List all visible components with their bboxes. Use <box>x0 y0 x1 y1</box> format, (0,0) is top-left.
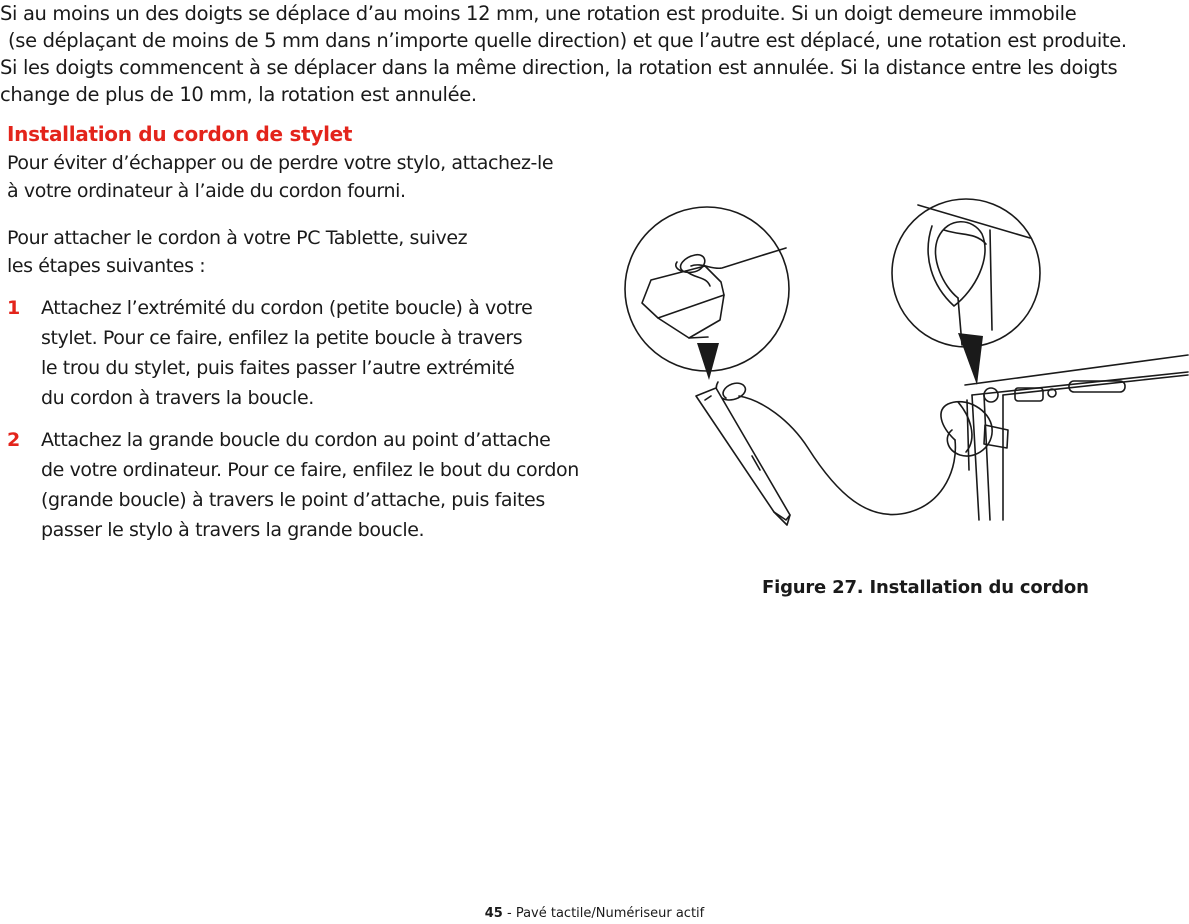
paragraph-steps-intro <box>7 225 627 280</box>
paragraph-line: à votre ordinateur à l’aide du cordon fourni. <box>7 179 406 202</box>
intro-line: (se déplaçant de moins de 5 mm dans n’importe quelle direction) et que l’autre est déplacé, une rotation est produite. <box>8 29 1127 52</box>
step-line: stylet. Pour ce faire, enfilez la petite boucle à travers <box>41 327 523 349</box>
paragraph-line: Pour attacher le cordon à votre PC Tablette, suivez <box>7 227 468 249</box>
tether-cord <box>716 382 992 515</box>
page-footer <box>0 906 1189 921</box>
tablet-pc-edge <box>965 355 1188 520</box>
zoom-callout-pen-loop <box>625 207 789 380</box>
step-2 <box>7 425 627 549</box>
step-line: Attachez l’extrémité du cordon (petite boucle) à votre <box>41 297 533 319</box>
intro-line: Si les doigts commencent à se déplacer dans la même direction, la rotation est annulée. Si la distance entre les doigts <box>0 56 1118 79</box>
paragraph-line: les étapes suivantes : <box>7 254 206 277</box>
paragraph-purpose <box>7 150 627 205</box>
step-line: le trou du stylet, puis faites passer l’autre extrémité <box>41 357 515 379</box>
page-number: 45 <box>484 906 503 921</box>
step-line: de votre ordinateur. Pour ce faire, enfilez le bout du cordon <box>41 459 579 481</box>
step-number: 1 <box>7 297 20 319</box>
step-1 <box>7 293 627 417</box>
intro-line: Si au moins un des doigts se déplace d’au moins 12 mm, une rotation est produite. Si un doigt demeure immobile <box>0 2 1077 25</box>
intro-text <box>0 0 1189 108</box>
section-heading: Installation du cordon de stylet <box>7 122 353 146</box>
footer-section: Pavé tactile/Numériseur actif <box>515 906 705 921</box>
step-number: 2 <box>7 429 20 451</box>
step-line: Attachez la grande boucle du cordon au point d’attache <box>41 429 551 451</box>
zoom-callout-attach-point <box>892 199 1040 385</box>
footer-separator: - <box>502 906 516 921</box>
stylus-pen <box>696 388 790 525</box>
step-text <box>41 425 579 545</box>
stylus-tether-illustration <box>620 195 1189 535</box>
step-line: du cordon à travers la boucle. <box>41 387 314 409</box>
step-line: passer le stylo à travers la grande boucle. <box>41 519 425 541</box>
figure-caption: Figure 27. Installation du cordon <box>762 577 1089 598</box>
intro-line: change de plus de 10 mm, la rotation est annulée. <box>0 83 477 106</box>
paragraph-line: Pour éviter d’échapper ou de perdre votre stylo, attachez-le <box>7 152 554 174</box>
step-text <box>41 293 532 413</box>
step-line: (grande boucle) à travers le point d’attache, puis faites <box>41 489 545 511</box>
